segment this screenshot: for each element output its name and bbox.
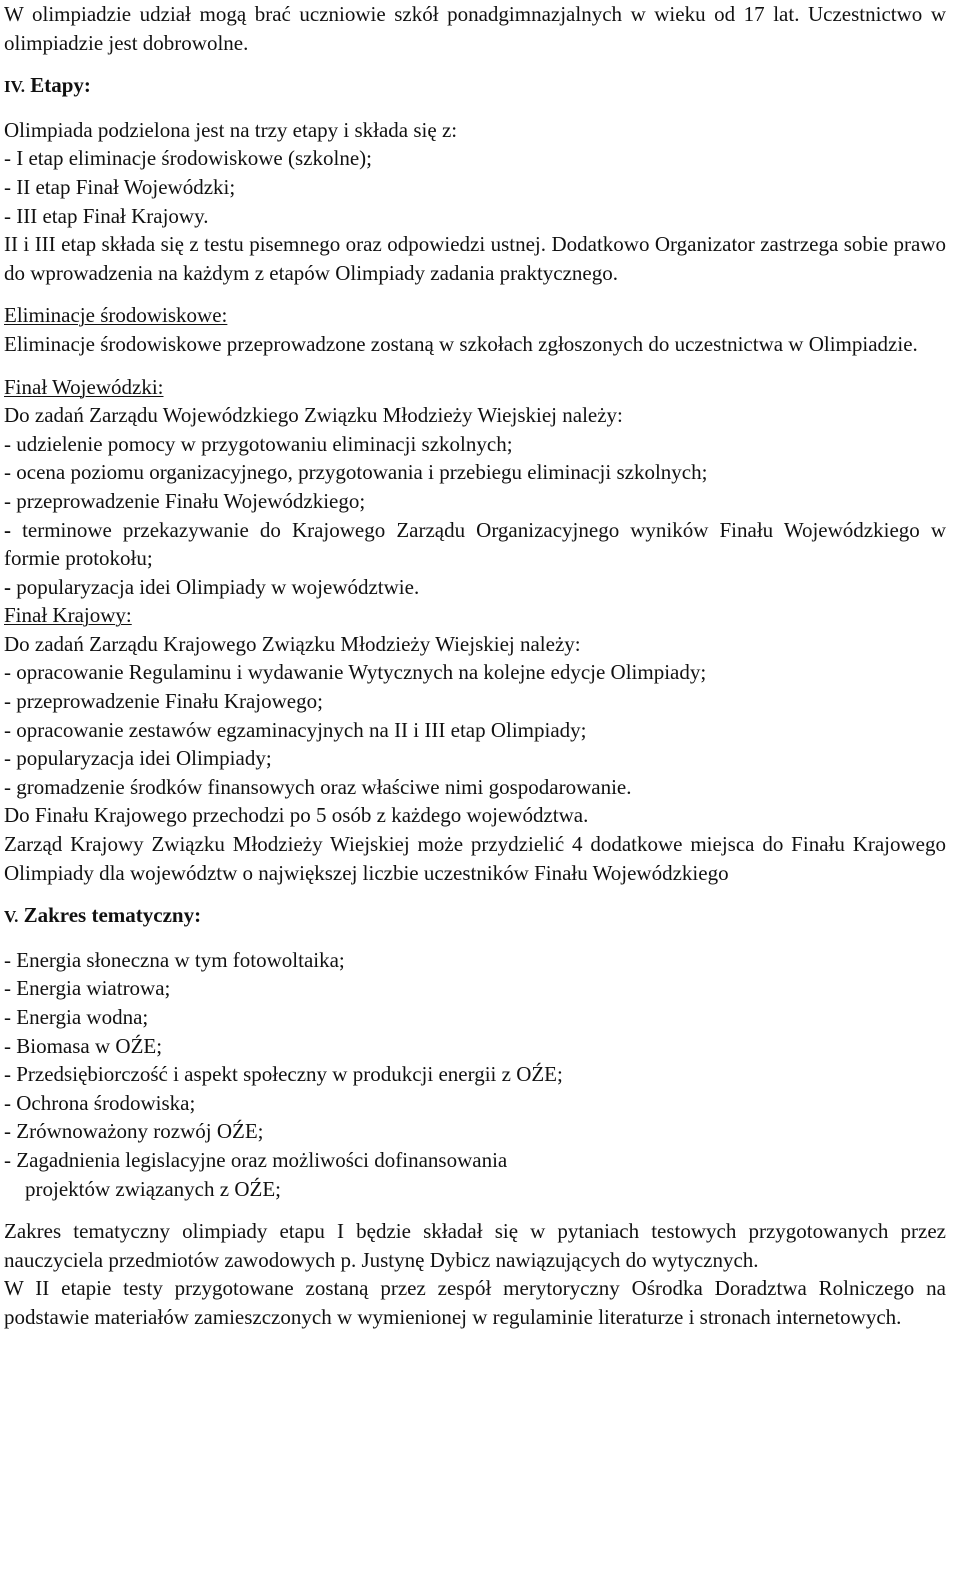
scope-paragraph-1: Zakres tematyczny olimpiady etapu I będzie składał się w pytaniach testowych przygotowanych przez nauczyciela przedmiotów zawodowych p. Justynę Dybicz nawiązujących do wytycznych. [4,1219,946,1272]
topic-item: - Energia słoneczna w tym fotowoltaika; [4,947,345,972]
spacer [4,359,946,373]
spacer [4,1203,946,1217]
wojew-item: - popularyzacja idei Olimpiady w województwie. [4,574,420,599]
section-5-number: V. [4,907,19,927]
topic-item: - Zrównoważony rozwój OŹE; [4,1119,264,1144]
topic-item: - Energia wiatrowa; [4,976,171,1001]
wojew-item: - terminowe przekazywanie do Krajowego Zarządu Organizacyjnego wyników Finału Wojewódzkiego w formie protokołu; [4,517,946,571]
wojew-item: - przeprowadzenie Finału Wojewódzkiego; [4,488,366,513]
spacer [4,932,946,946]
kraj-note: Do Finału Krajowego przechodzi po 5 osób z każdego województwa. [4,803,589,828]
scope-paragraph-2: W II etapie testy przygotowane zostaną przez zespół merytoryczny Ośrodka Doradztwa Rolniczego na podstawie materiałów zamieszczonych w wymienionej w regulaminie literaturze i stronach internetowych. [4,1276,946,1329]
spacer [4,887,946,901]
kraj-item: - opracowanie zestawów egzaminacyjnych na II i III etap Olimpiady; [4,717,587,742]
kraj-item: - gromadzenie środków finansowych oraz właściwe nimi gospodarowanie. [4,774,632,799]
topic-item: - Zagadnienia legislacyjne oraz możliwości dofinansowania [4,1147,508,1172]
kraj-item: - popularyzacja idei Olimpiady; [4,746,272,771]
kraj-item: - opracowanie Regulaminu i wydawanie Wytycznych na kolejne edycje Olimpiady; [4,660,707,685]
section-5-heading [4,901,946,932]
topic-item: - Energia wodna; [4,1005,149,1029]
intro-paragraph: W olimpiadzie udział mogą brać uczniowie szkół ponadgimnazjalnych w wieku od 17 lat. Uczestnictwo w olimpiadzie jest dobrowolne. [4,2,946,55]
elim-text: Eliminacje środowiskowe przeprowadzone zostaną w szkołach zgłoszonych do uczestnictwa w Olimpiadzie. [4,331,918,356]
topic-item: - Ochrona środowiska; [4,1090,196,1115]
wojew-heading: Finał Wojewódzki: [4,374,164,399]
kraj-item: - przeprowadzenie Finału Krajowego; [4,689,323,714]
spacer [4,102,946,116]
kraj-intro: Do zadań Zarządu Krajowego Związku Młodzieży Wiejskiej należy: [4,631,581,656]
stage-item: - I etap eliminacje środowiskowe (szkolne); [4,146,372,171]
wojew-item: - udzielenie pomocy w przygotowaniu eliminacji szkolnych; [4,431,513,456]
stages-paragraph: II i III etap składa się z testu pisemnego oraz odpowiedzi ustnej. Dodatkowo Organizator zastrzega sobie prawo do wprowadzenia na każdym z etapów Olimpiady zadania praktycznego. [4,232,946,285]
stage-item: - II etap Finał Wojewódzki; [4,174,236,199]
topic-item: - Biomasa w OŹE; [4,1033,163,1058]
section-5-title: Zakres tematyczny: [23,903,202,928]
wojew-item: - ocena poziomu organizacyjnego, przygotowania i przebiegu eliminacji szkolnych; [4,460,708,485]
stage-item: - III etap Finał Krajowy. [4,203,209,228]
topic-continuation: projektów związanych z OŹE; [25,1176,281,1201]
stages-intro: Olimpiada podzielona jest na trzy etapy i składa się z: [4,117,458,142]
wojew-intro: Do zadań Zarządu Wojewódzkiego Związku Młodzieży Wiejskiej należy: [4,403,623,428]
kraj-extra: Zarząd Krajowy Związku Młodzieży Wiejskiej może przydzielić 4 dodatkowe miejsca do Finału Krajowego Olimpiady dla województw o największej liczbie uczestników Finału Wojewódzkiego [4,832,946,885]
spacer [4,287,946,301]
section-4-title: Etapy: [30,73,91,98]
kraj-heading: Finał Krajowy: [4,603,132,628]
topic-item: - Przedsiębiorczość i aspekt społeczny w produkcji energii z OŹE; [4,1062,563,1087]
section-4-heading [4,71,946,102]
section-4-number: IV. [4,77,25,97]
elim-heading: Eliminacje środowiskowe: [4,303,228,328]
spacer [4,57,946,71]
